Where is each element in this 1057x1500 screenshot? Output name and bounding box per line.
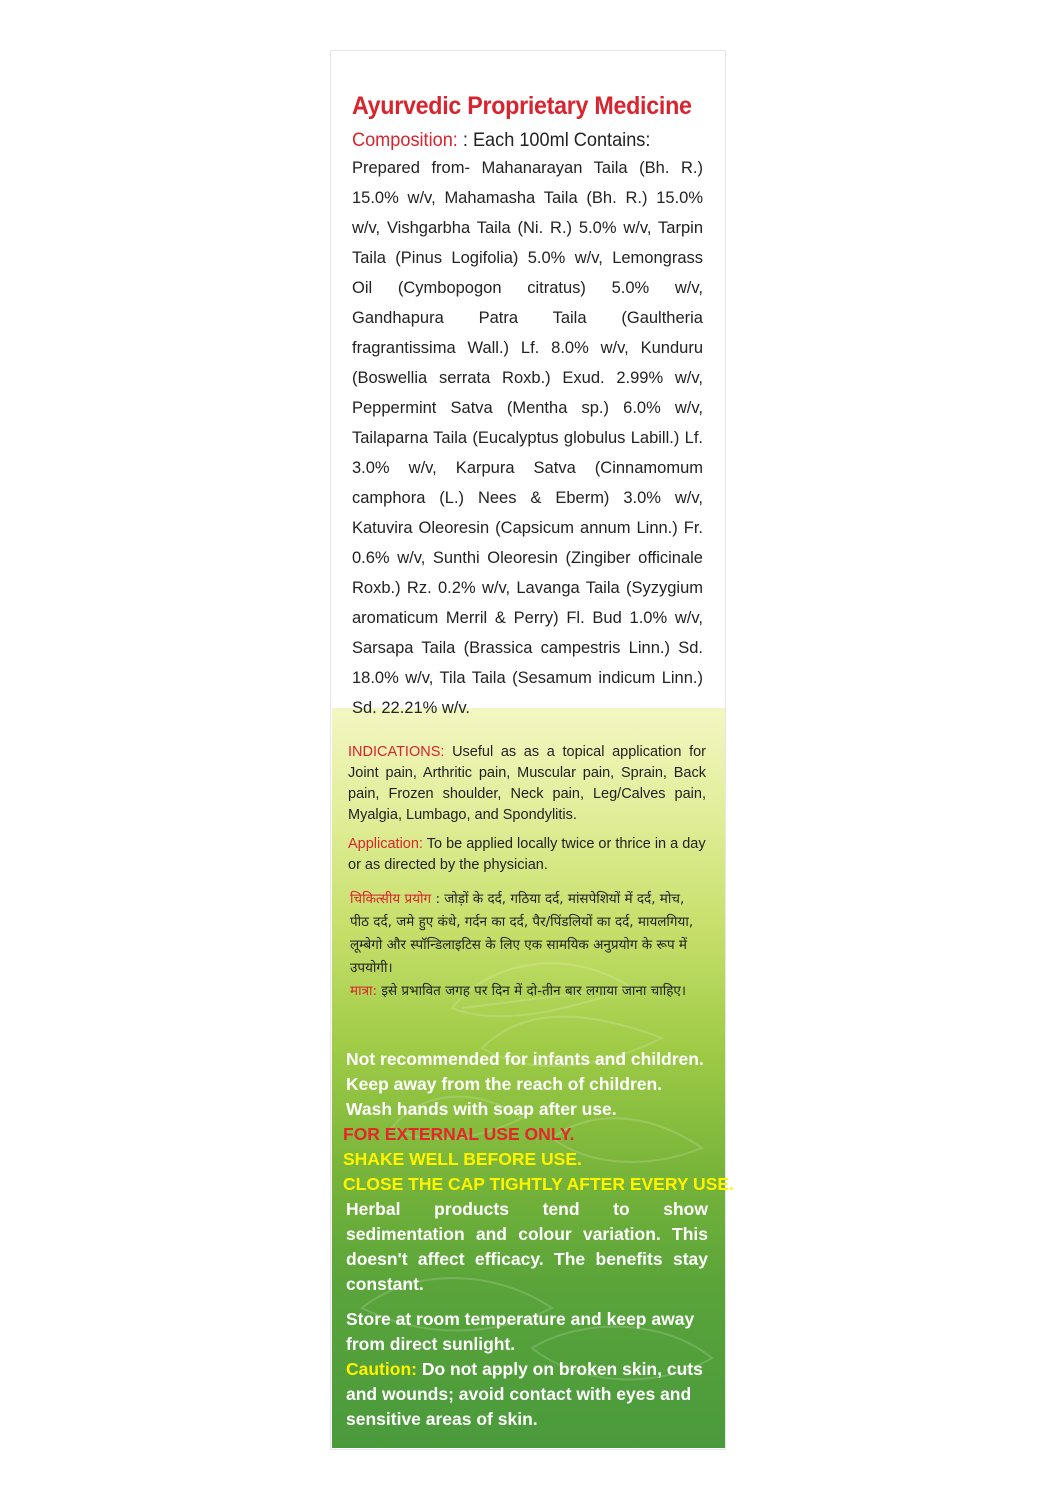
product-category-title: Ayurvedic Proprietary Medicine	[352, 92, 692, 120]
caution-text: Do not apply on broken skin, cuts and wounds; avoid contact with eyes and sensitive areas of skin.	[346, 1359, 703, 1429]
warning-external-use: FOR EXTERNAL USE ONLY.	[343, 1124, 575, 1144]
application-text: To be applied locally twice or thrice in a day or as directed by the physician.	[348, 836, 706, 873]
indications-block	[348, 742, 706, 826]
hindi-indications-block	[350, 888, 706, 980]
warning-shake-well: SHAKE WELL BEFORE USE.	[343, 1149, 582, 1169]
storage-note: Store at room temperature and keep away from direct sunlight.	[346, 1309, 695, 1354]
warning-infants: Not recommended for infants and children.	[346, 1049, 704, 1069]
composition-label: Composition:	[352, 129, 458, 151]
warning-reach-of-children: Keep away from the reach of children.	[346, 1074, 663, 1094]
hindi-dosage-text: इसे प्रभावित जगह पर दिन में दो-तीन बार लगाया जाना चाहिए।	[377, 983, 686, 999]
warnings-block	[343, 1047, 734, 1432]
composition-text: Prepared from- Mahanarayan Taila (Bh. R.) 15.0% w/v, Mahamasha Taila (Bh. R.) 15.0% w/v, Vishgarbha Taila (Ni. R.) 5.0% w/v, Tarpin Taila (Pinus Logifolia) 5.0% w/v, Lemongrass Oil (Cymbopogon citratus) 5.0% w/v, Gandhapura Patra Taila (Gaultheria fragrantissima Wall.) Lf. 8.0% w/v, Kunduru (Boswellia serrata Roxb.) Exud. 2.99% w/v, Peppermint Satva (Mentha sp.) 6.0% w/v, Tailaparna Taila (Eucalyptus globulus Labill.) Lf. 3.0% w/v, Karpura Satva (Cinnamomum camphora (L.) Nees & Eberm) 3.0% w/v, Katuvira Oleoresin (Capsicum annum Linn.) Fr. 0.6% w/v, Sunthi Oleoresin (Zingiber officinale Roxb.) Rz. 0.2% w/v, Lavanga Taila (Syzygium aromaticum Merril & Perry) Fl. Bud 1.0% w/v, Sarsapa Taila (Brassica campestris Linn.) Sd. 18.0% w/v, Tila Taila (Sesamum indicum Linn.) Sd. 22.21% w/v.	[352, 159, 703, 717]
caution-label: Caution:	[346, 1359, 417, 1379]
warning-wash-hands: Wash hands with soap after use.	[346, 1099, 617, 1119]
herbal-variation-note: Herbal products tend to show sedimentation and colour variation. This doesn't affect efficacy. The benefits stay constant.	[346, 1199, 708, 1294]
indications-text: Useful as as a topical application for Joint pain, Arthritic pain, Muscular pain, Sprain, Back pain, Frozen shoulder, Neck pain, Leg/Calves pain, Myalgia, Lumbago, and Spondylitis.	[348, 744, 706, 823]
composition-heading	[352, 129, 687, 152]
composition-header: : Each 100ml Contains:	[457, 129, 651, 151]
indications-label: INDICATIONS:	[348, 744, 445, 760]
application-block	[348, 834, 706, 876]
hindi-indications-text: : जोड़ों के दर्द, गठिया दर्द, मांसपेशियों में दर्द, मोच, पीठ दर्द, जमे हुए कंधे, गर्दन का दर्द, पैर/पिंडलियों का दर्द, मायलगिया, लूम्बेगो और स्पॉन्डिलाइटिस के लिए एक सामयिक अनुप्रयोग के रूप में उपयोगी।	[350, 891, 694, 976]
hindi-indications-label: चिकित्सीय प्रयोग	[350, 891, 432, 907]
application-label: Application:	[348, 836, 423, 852]
hindi-dosage-block	[350, 980, 706, 1003]
warning-close-cap: CLOSE THE CAP TIGHTLY AFTER EVERY USE.	[343, 1174, 734, 1194]
hindi-dosage-label: मात्रा:	[350, 983, 378, 999]
caution-note	[346, 1357, 708, 1432]
